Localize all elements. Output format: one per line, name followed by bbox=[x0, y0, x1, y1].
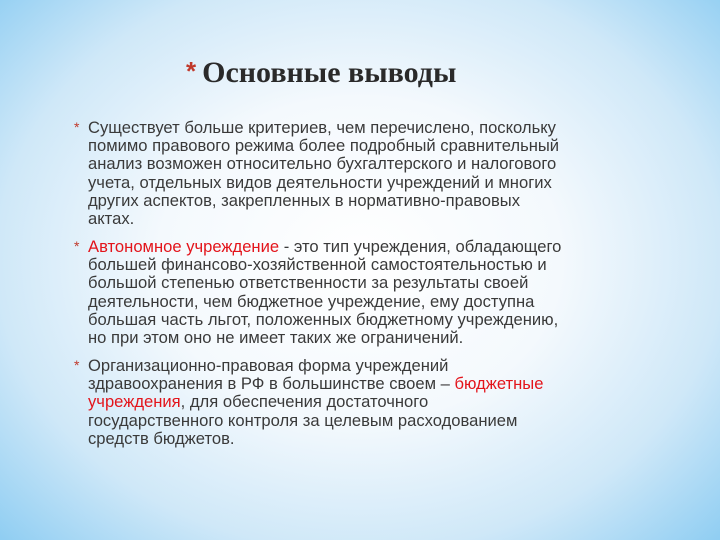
highlighted-term: учреждения bbox=[88, 392, 181, 412]
line-text: , для обеспечения достаточного bbox=[180, 392, 429, 412]
asterisk-bullet-icon: * bbox=[186, 56, 197, 86]
asterisk-bullet-icon: * bbox=[74, 119, 80, 135]
line: помимо правового режима более подробный сравнительный bbox=[88, 136, 560, 156]
line: анализ возможен относительно бухгалтерского и налогового bbox=[88, 154, 557, 174]
highlighted-term: Автономное учреждение bbox=[88, 237, 280, 256]
line-text: здравоохранения в РФ в большинстве своем – bbox=[88, 374, 455, 394]
line: большей финансово-хозяйственной самостоятельностью и bbox=[88, 255, 547, 275]
asterisk-bullet-icon: * bbox=[74, 357, 80, 373]
line: средств бюджетов. bbox=[88, 428, 235, 448]
asterisk-bullet-icon: * bbox=[74, 238, 80, 254]
line: Организационно-правовая форма учреждений bbox=[88, 356, 449, 375]
line: но при этом оно не имеет таких же ограничений. bbox=[88, 328, 464, 348]
line: других аспектов, закрепленных в нормативно-правовых bbox=[88, 190, 520, 210]
line bbox=[88, 393, 543, 411]
bullet-paragraph-1 bbox=[74, 118, 560, 229]
line: государственного контроля за целевым расходованием bbox=[88, 410, 518, 430]
line: Существует больше критериев, чем перечислено, поскольку bbox=[88, 118, 556, 137]
bullet-paragraph-3 bbox=[74, 356, 544, 448]
line: учета, отдельных видов деятельности учреждений и многих bbox=[88, 172, 552, 192]
bullet-paragraph-2 bbox=[74, 237, 562, 348]
title-text: Основные выводы bbox=[202, 56, 457, 89]
slide-title bbox=[186, 56, 456, 90]
line bbox=[88, 375, 543, 393]
line: деятельности, чем бюджетное учреждение, ему доступна bbox=[88, 291, 535, 311]
line: актах. bbox=[88, 209, 135, 229]
line bbox=[88, 238, 561, 256]
line: большой степенью ответственности за результаты своей bbox=[88, 273, 529, 293]
line-text: - это тип учреждения, обладающего bbox=[279, 237, 562, 256]
highlighted-term: бюджетные bbox=[454, 374, 544, 394]
line: большая часть льгот, положенных бюджетному учреждению, bbox=[88, 309, 559, 329]
